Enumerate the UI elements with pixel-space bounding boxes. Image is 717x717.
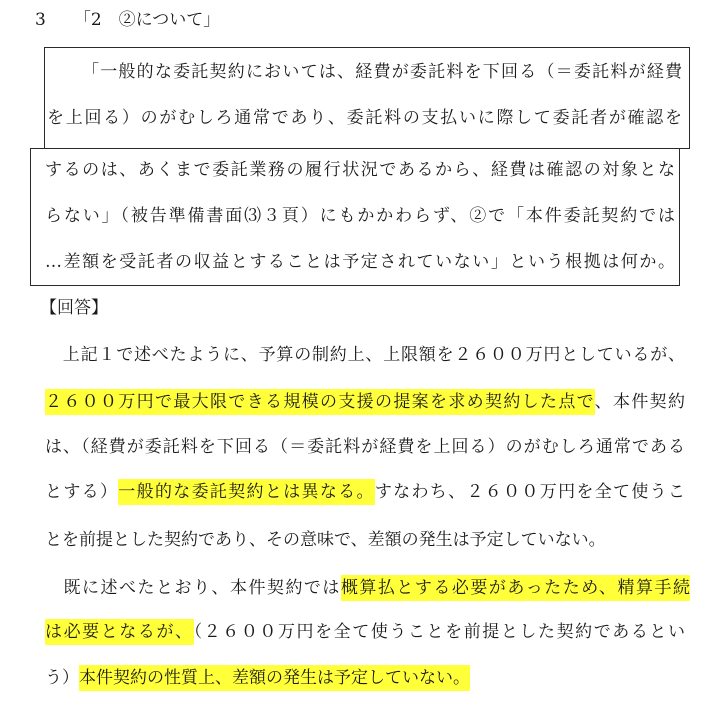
answer-line (45, 525, 685, 555)
answer-line (45, 340, 685, 370)
highlighted-text: は必要となるが、 (45, 619, 194, 645)
section-heading (35, 5, 335, 35)
answer-line (45, 387, 685, 417)
highlighted-text: 一般的な委託契約とは異なる。 (118, 479, 375, 505)
answer-text: すなわち、２６００万円を全て使うこ (374, 482, 685, 502)
answer-text: とする） (45, 482, 119, 502)
answer-line (45, 573, 690, 603)
section-title: 「2 ②について」 (73, 10, 221, 30)
answer-text: う） (45, 668, 79, 688)
answer-text: 既に述べたとおり、本件契約では (45, 578, 341, 598)
answer-line (45, 617, 685, 647)
answer-text: 、本件契約 (594, 392, 685, 412)
question-line: するのは、あくまで委託業務の履行状況であるから、経費は確認の対象とな (45, 160, 675, 180)
question-line: …差額を受託者の収益とすることは予定されていない」という根拠は何か。 (45, 252, 675, 272)
highlighted-text: ２６００万円で最大限できる規模の支援の提案を求め契約した点で (45, 389, 595, 415)
question-line: 「一般的な委託契約においては、経費が委託料を下回る（＝委託料が経費 (82, 62, 682, 82)
answer-text: は、（経費が委託料を下回る（＝委託料が経費を上回る）のがむしろ通常である (45, 437, 685, 457)
section-number: 3 (35, 10, 46, 30)
answer-text: （２６００万円を全て使うことを前提とした契約であるとい (193, 622, 685, 642)
answer-text: とを前提とした契約であり、その意味で、差額の発生は予定していない。 (45, 530, 606, 550)
answer-text: 上記１で述べたように、予算の制約上、上限額を２６００万円としているが、 (45, 345, 685, 365)
highlighted-text: 本件契約の性質上、差額の発生は予定していない。 (79, 665, 470, 691)
answer-line (45, 663, 685, 693)
highlighted-text: 概算払とする必要があったため、精算手続 (341, 575, 690, 601)
answer-line (45, 477, 685, 507)
answer-line (45, 432, 685, 462)
question-line: らない」（被告準備書面⑶３頁）にもかかわらず、②で「本件委託契約では (45, 206, 675, 226)
question-line: を上回る）のがむしろ通常であり、委託料の支払いに際して委託者が確認を (47, 108, 682, 128)
answer-label: 【回答】 (40, 298, 108, 318)
